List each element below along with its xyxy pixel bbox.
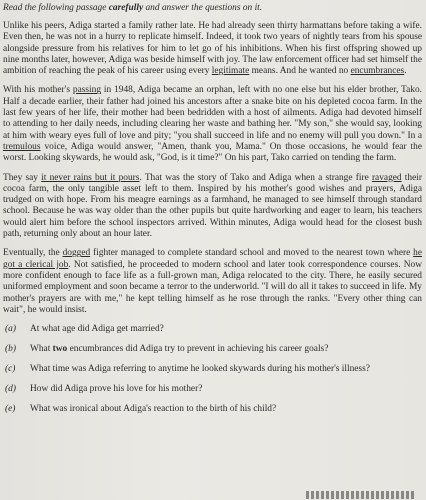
barcode-strip [306, 491, 416, 499]
question-label: ( c ) [3, 364, 30, 376]
question-text-pre: What [30, 344, 53, 355]
p4-text-2: fighter managed to complete standard school and moved to the nearest town where [90, 248, 414, 259]
instruction-suffix: and answer the questions on it. [143, 3, 263, 13]
underlined-word-dogged: dogged [62, 248, 91, 259]
p1-text-3: . [404, 66, 407, 77]
passage-paragraph-4 [3, 248, 422, 316]
underlined-word-passing: passing [72, 85, 101, 96]
question-text-bold: two [52, 344, 68, 355]
instruction-line [3, 2, 422, 14]
underlined-word-encumbrances: encumbrances [350, 66, 405, 77]
instruction-prefix: Read the following passage [3, 3, 109, 13]
p2-text-3: voice, Adiga would answer, "Amen, thank you, Mama." On those occasions, he would fear the worst. Looking skywards, he would ask, "God, is it time?" On his part, Tako carried on tending the farm. [3, 141, 422, 164]
underlined-phrase-clerical-job: he got a clerical job [3, 248, 422, 270]
question-text [30, 344, 328, 356]
instruction-emphasis: carefully [108, 3, 144, 13]
underlined-word-legitimate: legitimate [211, 66, 250, 77]
question-label: ( d ) [3, 384, 30, 396]
question-item [3, 364, 422, 376]
p3-text-1: They say [3, 172, 42, 183]
question-list [3, 324, 422, 416]
passage-paragraph-1 [3, 21, 422, 77]
question-label: ( e ) [3, 404, 30, 416]
passage-paragraph-3 [3, 173, 422, 241]
p3-text-3: their cocoa farm, the only tangible asset left to them. Inspired by his mother's good wishes and prayers, Adiga trudged on with hope. From his meagre earnings as a farmhand, he managed to see himself through standard school. Because he was way older than the other pupils but quite hardworking and eager to learn, his teachers would alert him before the school inspectors arrived. Within minutes, Adiga would head for the closest bush path, returning only about an hour later. [3, 172, 422, 240]
p2-text-2: in 1948, Adiga became an orphan, left with no one else but his elder brother, Tako. Half a decade earlier, their father had joined his ancestors after a snake bite on his depleted cocoa farm. In the last few years of her life, their mother had been bedridden with a host of ailments. Adiga had devoted himself to attending to her daily needs, including clearing her waste and bathing her. "My son," she would say, looking at him with weary eyes full of love and pity; "you shall succeed in life and no enemy will pull you down." In a [3, 85, 422, 141]
question-text: What time was Adiga referring to anytime he looked skywards during his mother's illness? [30, 364, 370, 375]
question-item [3, 344, 422, 356]
p1-text-2: means. And he wanted no [249, 66, 351, 77]
question-text-post: encumbrances did Adiga try to prevent in achieving his career goals? [67, 344, 329, 355]
p3-text-2: . That was the story of Tako and Adiga when a strange fire [139, 172, 372, 183]
passage-paragraph-2 [3, 85, 422, 164]
underlined-word-tremulous: tremulous [3, 141, 41, 152]
underlined-word-ravaged: ravaged [371, 172, 402, 183]
question-text: At what age did Adiga get married? [30, 324, 164, 335]
question-item [3, 384, 422, 396]
p1-text-1: Unlike his peers, Adiga started a family rather late. He had already seen thirty harmattans before taking a wife. Even then, he was not in a hurry to replicate himself. Indeed, it took two years of nightly tears from his spouse alongside pressure from his relatives for him to let go of his inhibitions. When his first offspring showed up nine months later, however, Adiga was beside himself with joy. The law enforcement officer had set himself the ambition of reaching the peak of his career using every [3, 21, 423, 77]
underlined-phrase-rains-pours: it never rains but it pours [41, 172, 140, 183]
question-label: ( a ) [3, 324, 30, 336]
p4-text-3: . Not satisfied, he proceeded to modern school and later took correspondence courses. Now more confident enough to face life as a full-grown man, Adiga relocated to the city. There, he easily secured uniformed employment and soon became a terror to the underworld. "I will do all it takes to succeed in life. My mother's prayers are with me," he kept telling himself as he rose through the ranks. "Every other thing can wait", he would insist. [3, 259, 422, 315]
p2-text-1: With his mother's [3, 85, 73, 96]
p4-text-1: Eventually, the [3, 248, 63, 259]
question-text: How did Adiga prove his love for his mother? [30, 384, 203, 395]
question-item [3, 324, 422, 336]
question-label: ( b ) [3, 344, 30, 356]
question-text: What was ironical about Adiga's reaction to the birth of his child? [30, 404, 277, 415]
question-item [3, 404, 422, 416]
